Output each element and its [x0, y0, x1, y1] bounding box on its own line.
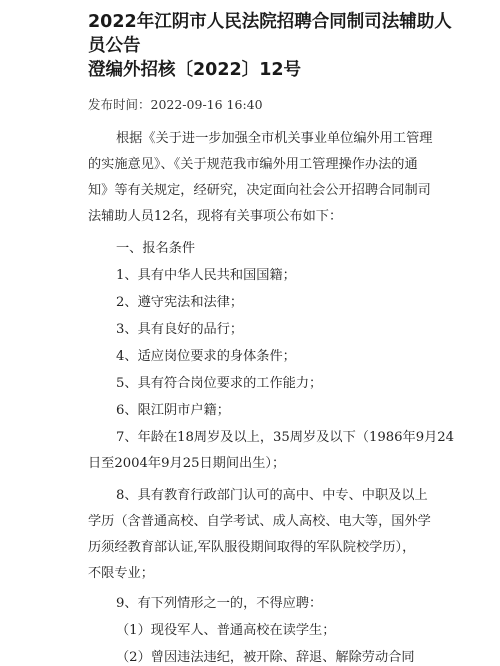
list-item-continued: 不限专业； — [88, 566, 154, 581]
announcement-title — [88, 10, 488, 82]
sub-item: （2）曾因违法违纪，被开除、辞退、解除劳动合同 — [116, 650, 415, 665]
list-item: 9、有下列情形之一的，不得应聘： — [116, 596, 323, 611]
list-item-continued: 学历（含普通高校、自学考试、成人高校、电大等，国外学 — [88, 514, 431, 529]
body-line: 的实施意见》、《关于规范我市编外用工管理操作办法的通 — [88, 157, 418, 172]
list-item: 1、具有中华人民共和国国籍； — [116, 268, 296, 283]
list-item: 8、具有教育行政部门认可的高中、中专、中职及以上 — [116, 488, 428, 503]
list-item: 3、具有良好的品行； — [116, 322, 244, 337]
publish-time: 发布时间：2022-09-16 16:40 — [88, 97, 263, 112]
section-heading: 一、报名条件 — [116, 241, 196, 256]
body-line: 根据《关于进一步加强全市机关事业单位编外用工管理 — [116, 131, 433, 146]
list-item: 5、具有符合岗位要求的工作能力； — [116, 376, 323, 391]
title-line-1: 2022年江阴市人民法院招聘合同制司法辅助人 — [88, 12, 452, 32]
list-item: 6、限江阴市户籍； — [116, 403, 230, 418]
list-item-continued: 日至2004年9月25日期间出生）； — [88, 456, 286, 471]
list-item: 7、年龄在18周岁及以上，35周岁及以下（1986年9月24 — [116, 430, 455, 445]
sub-item: （1）现役军人、普通高校在读学生； — [116, 623, 336, 638]
title-line-2: 员公告 — [88, 36, 141, 56]
list-item-continued: 历须经教育部认证,军队服役期间取得的军队院校学历）， — [88, 540, 416, 555]
title-line-3: 澄编外招核〔2022〕12号 — [88, 60, 302, 80]
list-item: 2、遵守宪法和法律； — [116, 295, 244, 310]
body-line: 知》等有关规定，经研究，决定面向社会公开招聘合同制司 — [88, 183, 431, 198]
body-line: 法辅助人员12名，现将有关事项公布如下： — [88, 209, 343, 224]
list-item: 4、适应岗位要求的身体条件； — [116, 349, 296, 364]
